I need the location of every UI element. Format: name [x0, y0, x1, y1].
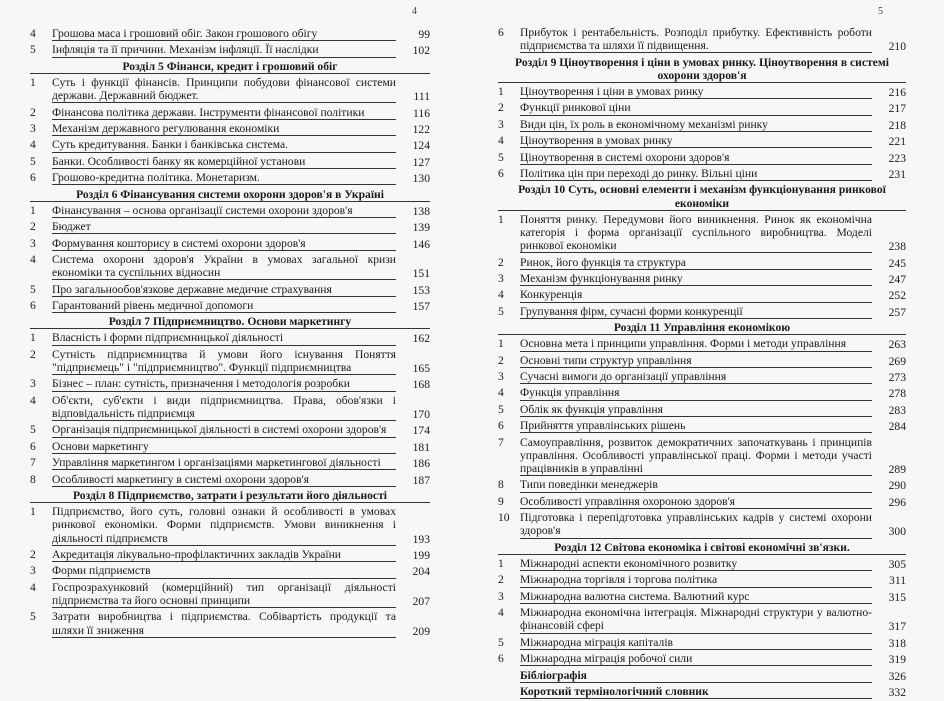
entry-page: 162	[412, 332, 430, 346]
entry-title: Сутність підприємництва й умови його існування Поняття "підприємець" і "підприємництво". Функції підприємництва	[52, 347, 396, 375]
entry-number: 2	[30, 220, 36, 234]
entry-number: 5	[30, 282, 36, 296]
entry-number: 2	[30, 105, 36, 119]
entry-number: 5	[30, 610, 36, 624]
entry-title: Госпрозрахунковий (комерційний) тип організації діяльності підприємства та його основні принципи	[52, 580, 396, 607]
entry-title: Бюджет	[52, 220, 396, 234]
entry-number: 6	[30, 171, 36, 185]
entry-page: 138	[412, 204, 430, 218]
entry-title: Основи маркетингу	[52, 440, 396, 454]
toc-entry	[30, 299, 430, 313]
entry-page: 305	[888, 558, 906, 572]
entry-page: 296	[888, 495, 906, 509]
entry-number: 2	[30, 347, 36, 361]
toc-entry	[30, 43, 430, 57]
entry-page: 257	[888, 305, 906, 319]
right-page	[472, 0, 944, 700]
entry-title: Гарантований рівень медичної допомоги	[52, 299, 396, 313]
toc-entry	[30, 394, 430, 421]
entry-number: 7	[30, 456, 36, 470]
entry-title: Прийняття управлінських рішень	[520, 419, 872, 433]
toc-entry	[498, 436, 906, 477]
entry-number: 6	[498, 26, 504, 39]
entry-page: 139	[412, 221, 430, 235]
entry-page: 157	[412, 299, 430, 313]
section-heading: Розділ 11 Управління економікою	[498, 321, 906, 335]
entry-title: Типи поведінки менеджерів	[520, 478, 872, 492]
entry-title: Конкуренція	[520, 288, 872, 302]
entry-title: Міжнародна міграція капіталів	[520, 636, 872, 650]
entry-page: 127	[412, 155, 430, 169]
entry-number: 2	[498, 573, 504, 587]
entry-page: 187	[412, 473, 430, 487]
entry-page: 122	[412, 122, 430, 136]
entry-number: 6	[498, 166, 504, 180]
entry-number: 1	[30, 505, 36, 519]
entry-page: 210	[888, 40, 906, 54]
entry-page: 170	[412, 408, 430, 422]
entry-page: 247	[888, 272, 906, 286]
entry-title: Організація підприємницької діяльності в системі охорони здоров'я	[52, 423, 396, 437]
entry-title: Фінансова політика держави. Інструменти фінансової політики	[52, 106, 396, 120]
entry-number: 9	[498, 494, 504, 508]
entry-title: Фінансування – основа організації системи охорони здоров'я	[52, 204, 396, 218]
toc-entry	[30, 610, 430, 637]
entry-title: Функції ринкової ціни	[520, 101, 872, 115]
entry-page: 290	[888, 479, 906, 493]
entry-number: 6	[498, 652, 504, 666]
entry-page: 181	[412, 440, 430, 454]
entry-title: Особливості маркетингу в системі охорони здоров'я	[52, 473, 396, 487]
entry-title: Форми підприємств	[52, 564, 396, 578]
entry-page: 221	[888, 135, 906, 149]
entry-title: Основна мета і принципи управління. Форми і методи управління	[520, 337, 872, 351]
entry-number: 3	[498, 589, 504, 603]
toc-entry	[498, 495, 906, 509]
entry-number: 1	[30, 203, 36, 217]
entry-title: Ціноутворення і ціни в умовах ринку	[520, 85, 872, 99]
toc-entry	[498, 419, 906, 433]
entry-title: Власність і форми підприємницької діяльності	[52, 331, 396, 345]
entry-page: 317	[888, 620, 906, 634]
entry-number: 3	[30, 377, 36, 391]
entry-title: Поняття ринку. Передумови його виникнення. Ринок як економічна категорія і форма організації суспільного виробництва. Моделі ринкової економіки	[520, 212, 872, 253]
entry-title: Підприємство, його суть, головні ознаки й особливості в умовах ринкової економіки. Форми підприємств. Умови виникнення і діяльності підприємств	[52, 505, 396, 545]
section-heading: Розділ 6 Фінансування системи охорони здоров'я в Україні	[30, 188, 430, 202]
entry-page: 116	[413, 106, 430, 120]
section-heading: Розділ 9 Ціноутворення і ціни в умовах ринку. Ціноутворення в системі охорони здоров'я	[498, 56, 906, 83]
section-heading: Розділ 7 Підприємництво. Основи маркетингу	[30, 315, 430, 329]
entry-number: 4	[498, 288, 504, 302]
entry-number: 5	[498, 402, 504, 416]
entry-number: 8	[30, 472, 36, 486]
entry-page: 332	[888, 685, 906, 699]
entry-page: 318	[888, 636, 906, 650]
toc-appendix-entry	[498, 685, 906, 699]
entry-title: Об'єкти, суб'єкти і види підприємництва. Права, обов'язки і відповідальність підприємця	[52, 393, 396, 421]
toc-entry	[30, 27, 430, 41]
toc-entry	[498, 288, 906, 302]
toc-entry	[30, 473, 430, 487]
entry-page: 130	[412, 172, 430, 186]
entry-number: 5	[498, 635, 504, 649]
entry-page: 174	[412, 424, 430, 438]
entry-title: Підготовка і перепідготовка управлінських кадрів у системі охорони здоров'я	[520, 511, 872, 538]
entry-page: 273	[888, 371, 906, 385]
entry-number: 3	[30, 236, 36, 250]
entry-number: 5	[30, 43, 36, 57]
toc-entry	[498, 370, 906, 384]
entry-title: Особливості управління охороною здоров'я	[520, 495, 872, 509]
toc-entry	[30, 440, 430, 454]
entry-title: Міжнародні аспекти економічного розвитку	[520, 557, 872, 571]
entry-page: 283	[888, 403, 906, 417]
entry-page: 245	[888, 256, 906, 270]
entry-number: 4	[30, 138, 36, 152]
entry-number: 6	[30, 298, 36, 312]
entry-page: 269	[888, 354, 906, 368]
entry-title: Міжнародна валютна система. Валютний курс	[520, 590, 872, 604]
toc-entry	[498, 652, 906, 666]
entry-page: 319	[888, 653, 906, 667]
toc-entry	[30, 548, 430, 562]
entry-number: 2	[498, 353, 504, 367]
entry-title: Грошово-кредитна політика. Монетаризм.	[52, 171, 396, 185]
entry-title: Затрати виробництва і підприємства. Собівартість продукції та шляхи її зниження	[52, 610, 396, 637]
table-of-contents	[498, 26, 906, 701]
entry-page: 284	[888, 420, 906, 434]
entry-page: 146	[412, 237, 430, 251]
entry-number: 6	[498, 419, 504, 433]
toc-entry	[30, 505, 430, 546]
entry-page: 193	[412, 532, 430, 546]
toc-entry	[498, 354, 906, 368]
entry-number: 4	[30, 252, 36, 266]
entry-title: Механізм функціонування ринку	[520, 272, 872, 286]
entry-number: 4	[30, 393, 36, 407]
entry-title: Міжнародна міграція робочої сили	[520, 652, 872, 666]
entry-page: 124	[412, 139, 430, 153]
entry-page: 238	[888, 240, 906, 254]
toc-entry	[498, 590, 906, 604]
entry-page: 216	[888, 86, 906, 99]
entry-title: Банки. Особливості банку як комерційної установи	[52, 155, 396, 169]
entry-title: Політика цін при переході до ринку. Вільні ціни	[520, 167, 872, 181]
entry-page: 326	[888, 669, 906, 683]
entry-number: 3	[30, 121, 36, 135]
toc-entry	[30, 76, 430, 103]
entry-number: 8	[498, 478, 504, 492]
entry-number: 5	[30, 154, 36, 168]
entry-page: 231	[888, 167, 906, 181]
entry-page: 151	[412, 267, 430, 281]
entry-number: 10	[498, 511, 510, 525]
page-number: 4	[412, 6, 417, 17]
toc-entry	[498, 511, 906, 538]
entry-page: 111	[413, 90, 430, 104]
entry-title: Міжнародна торгівля і торгова політика	[520, 573, 872, 587]
entry-page: 263	[888, 338, 906, 352]
entry-page: 204	[412, 565, 430, 579]
entry-number: 4	[498, 386, 504, 400]
section-heading: Розділ 8 Підприємство, затрати і результати його діяльності	[30, 489, 430, 503]
toc-entry	[498, 118, 906, 132]
entry-page: 153	[412, 283, 430, 297]
entry-number: 2	[30, 548, 36, 562]
entry-page: 168	[412, 378, 430, 392]
entry-page: 207	[412, 595, 430, 608]
entry-title: Система охорони здоров'я України в умовах загальної кризи економіки та суспільних відносин	[52, 252, 396, 280]
toc-entry	[30, 253, 430, 280]
entry-number: 1	[498, 557, 504, 571]
table-of-contents	[30, 27, 430, 640]
entry-number: 4	[30, 580, 36, 594]
entry-title: Прибуток і рентабельність. Розподіл прибутку. Ефективність роботи підприємства та шляхи її підвищення.	[520, 26, 872, 53]
entry-page: 289	[888, 463, 906, 477]
entry-page: 278	[888, 387, 906, 401]
toc-entry	[498, 134, 906, 148]
toc-entry	[498, 167, 906, 181]
entry-number: 7	[498, 435, 504, 449]
toc-entry	[498, 85, 906, 99]
entry-number: 5	[498, 150, 504, 164]
toc-entry	[30, 237, 430, 251]
entry-number: 3	[498, 117, 504, 131]
entry-page: 165	[412, 362, 430, 376]
entry-title: Міжнародна економічна інтеграція. Міжнародні структури у валютно-фінансовій сфері	[520, 606, 872, 633]
entry-title: Грошова маса і грошовий обіг. Закон грошового обігу	[52, 27, 396, 41]
toc-entry	[498, 606, 906, 633]
toc-entry	[30, 220, 430, 234]
toc-entry	[30, 138, 430, 152]
toc-entry	[30, 171, 430, 185]
entry-number: 2	[498, 101, 504, 115]
entry-number: 1	[498, 212, 504, 226]
toc-entry	[498, 151, 906, 165]
entry-title: Ціноутворення в системі охорони здоров'я	[520, 151, 872, 165]
entry-title: Функція управління	[520, 386, 872, 400]
toc-entry	[498, 305, 906, 319]
left-page	[0, 0, 472, 700]
entry-page: 199	[412, 549, 430, 563]
entry-number: 1	[498, 85, 504, 98]
entry-number: 1	[498, 337, 504, 351]
toc-entry	[30, 581, 430, 608]
toc-entry	[30, 331, 430, 345]
entry-page: 311	[889, 574, 906, 588]
entry-title: Механізм державного регулювання економіки	[52, 122, 396, 136]
entry-title: Облік як функція управління	[520, 403, 872, 417]
toc-entry	[498, 256, 906, 270]
entry-number: 3	[30, 564, 36, 578]
toc-entry	[30, 456, 430, 470]
entry-title: Бібліографія	[520, 669, 872, 683]
toc-entry	[498, 386, 906, 400]
entry-number: 2	[498, 255, 504, 269]
toc-entry	[30, 348, 430, 375]
toc-entry	[498, 478, 906, 492]
entry-number: 3	[498, 370, 504, 384]
entry-page: 99	[418, 28, 430, 41]
entry-page: 217	[888, 102, 906, 116]
entry-number: 4	[498, 134, 504, 148]
entry-title: Види цін, їх роль в економічному механізмі ринку	[520, 118, 872, 132]
toc-entry	[30, 122, 430, 136]
entry-title: Інфляція та її причини. Механізм інфляції. Її наслідки	[52, 43, 396, 57]
entry-number: 1	[30, 75, 36, 89]
entry-number: 3	[498, 271, 504, 285]
entry-page: 300	[888, 525, 906, 539]
toc-entry	[498, 337, 906, 351]
entry-page: 102	[412, 44, 430, 58]
entry-title: Про загальнообов'язкове державне медичне страхування	[52, 283, 396, 297]
entry-title: Суть і функції фінансів. Принципи побудови фінансової системи держави. Державний бюджет.	[52, 75, 396, 103]
entry-number: 5	[30, 423, 36, 437]
entry-number: 1	[30, 331, 36, 345]
toc-entry	[30, 283, 430, 297]
entry-title: Сучасні вимоги до організації управління	[520, 370, 872, 384]
entry-title: Суть кредитування. Банки і банківська система.	[52, 138, 396, 152]
toc-entry	[498, 403, 906, 417]
section-heading: Розділ 12 Світова економіка і світові економічні зв'язки.	[498, 541, 906, 555]
entry-number: 4	[498, 606, 504, 620]
toc-entry	[498, 272, 906, 286]
toc-entry	[30, 204, 430, 218]
entry-number: 4	[30, 27, 36, 40]
page-number: 5	[878, 6, 883, 17]
entry-title: Ціноутворення в умовах ринку	[520, 134, 872, 148]
toc-entry	[30, 423, 430, 437]
toc-entry	[498, 26, 906, 53]
entry-title: Основні типи структур управління	[520, 354, 872, 368]
entry-number: 6	[30, 439, 36, 453]
entry-title: Управління маркетингом і організаціями маркетингової діяльності	[52, 456, 396, 470]
toc-entry	[498, 557, 906, 571]
entry-number: 5	[498, 304, 504, 318]
section-heading: Розділ 10 Суть, основні елементи і механізм функціонування ринкової економіки	[498, 183, 906, 210]
entry-page: 209	[412, 624, 430, 638]
toc-appendix-entry	[498, 669, 906, 683]
entry-title: Групування фірм, сучасні форми конкуренції	[520, 305, 872, 319]
toc-entry	[30, 377, 430, 391]
toc-entry	[498, 101, 906, 115]
entry-title: Формування кошторису в системі охорони здоров'я	[52, 237, 396, 251]
entry-title: Ринок, його функція та структура	[520, 256, 872, 270]
toc-entry	[498, 573, 906, 587]
section-heading: Розділ 5 Фінанси, кредит і грошовий обіг	[30, 60, 430, 74]
entry-title: Бізнес – план: сутність, призначення і методологія розробки	[52, 377, 396, 391]
toc-entry	[498, 636, 906, 650]
entry-page: 223	[888, 151, 906, 165]
entry-title: Короткий термінологічний словник	[520, 685, 872, 699]
toc-entry	[498, 213, 906, 254]
entry-title: Акредитація лікувально-профілактичних закладів України	[52, 548, 396, 562]
entry-page: 218	[888, 118, 906, 132]
toc-entry	[30, 106, 430, 120]
entry-page: 252	[888, 289, 906, 303]
entry-page: 315	[888, 590, 906, 604]
toc-entry	[30, 155, 430, 169]
entry-title: Самоуправління, розвиток демократичних започаткувань і принципів управління. Особливості управлінської праці. Форми і методи участі працівників в управлінні	[520, 435, 872, 476]
entry-page: 186	[412, 457, 430, 471]
toc-entry	[30, 564, 430, 578]
